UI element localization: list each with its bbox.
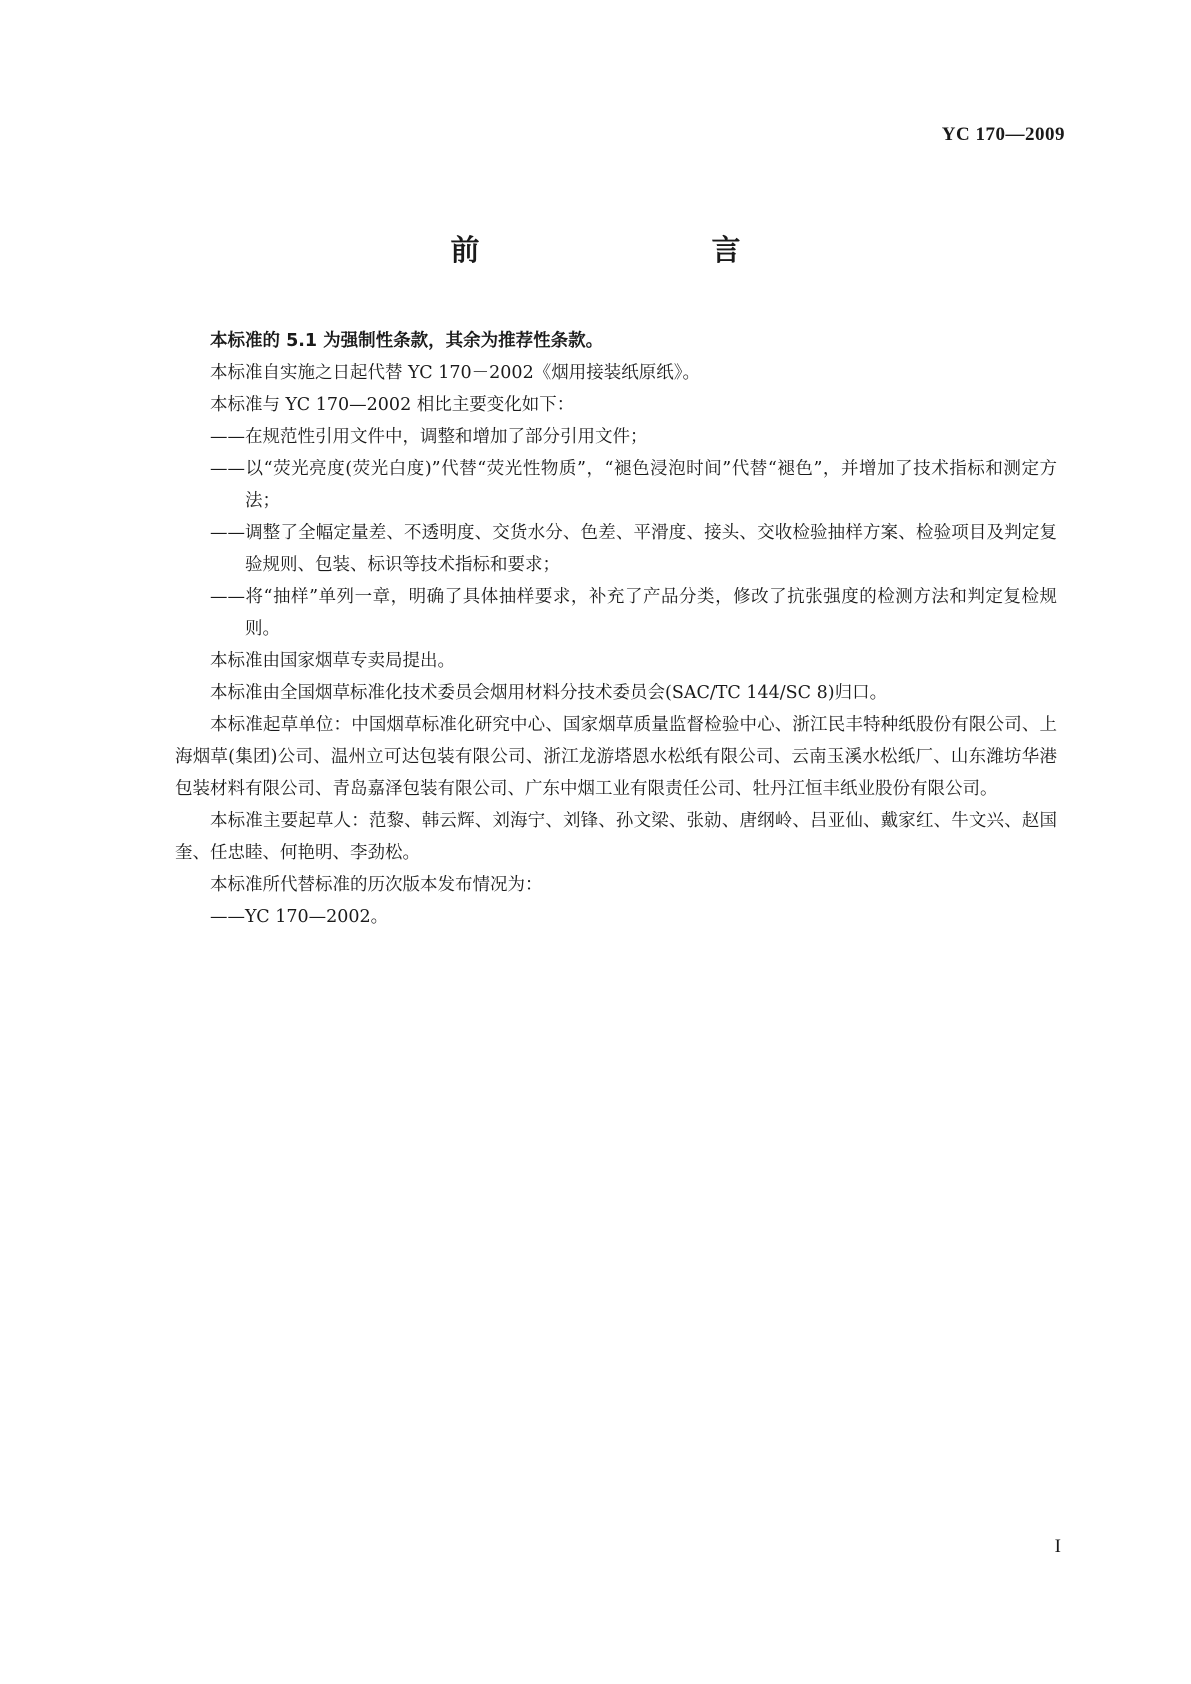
mandatory-clause-statement: 本标准的 5.1 为强制性条款，其余为推荐性条款。 (210, 331, 604, 351)
change-item: ——在规范性引用文件中，调整和增加了部分引用文件； (210, 427, 648, 447)
standard-code: YC 170—2009 (941, 124, 1065, 145)
changes-intro: 本标准与 YC 170—2002 相比主要变化如下： (210, 395, 575, 415)
jurisdiction-statement: 本标准由全国烟草标准化技术委员会烟用材料分技术委员会(SAC/TC 144/SC 8)归口。 (210, 683, 888, 703)
history-item: ——YC 170—2002。 (210, 907, 389, 927)
proposer-statement: 本标准由国家烟草专卖局提出。 (210, 651, 455, 671)
page-number: I (1054, 1536, 1061, 1557)
drafting-units: 本标准起草单位：中国烟草标准化研究中心、国家烟草质量监督检验中心、浙江民丰特种纸股份有限公司、上海烟草(集团)公司、温州立可达包装有限公司、浙江龙游塔恩水松纸有限公司、云南玉溪水松纸厂、山东潍坊华港包装材料有限公司、青岛嘉泽包装有限公司、广东中烟工业有限责任公司、牡丹江恒丰纸业股份有限公司。 (175, 715, 1057, 799)
history-intro: 本标准所代替标准的历次版本发布情况为： (210, 875, 543, 895)
change-item: ——调整了全幅定量差、不透明度、交货水分、色差、平滑度、接头、交收检验抽样方案、检验项目及判定复验规则、包装、标识等技术指标和要求； (210, 523, 1057, 575)
page-title: 前 言 (450, 233, 799, 267)
replacement-statement: 本标准自实施之日起代替 YC 170－2002《烟用接装纸原纸》。 (210, 363, 700, 383)
change-item: ——将“抽样”单列一章，明确了具体抽样要求，补充了产品分类，修改了抗张强度的检测方法和判定复检规则。 (210, 587, 1057, 639)
change-item: ——以“荧光亮度(荧光白度)”代替“荧光性物质”，“褪色浸泡时间”代替“褪色”，并增加了技术指标和测定方法； (210, 459, 1057, 511)
foreword-body (175, 325, 1057, 933)
drafters: 本标准主要起草人：范黎、韩云辉、刘海宁、刘锋、孙文梁、张勍、唐纲岭、吕亚仙、戴家红、牛文兴、赵国奎、任忠睦、何艳明、李劲松。 (175, 811, 1057, 863)
